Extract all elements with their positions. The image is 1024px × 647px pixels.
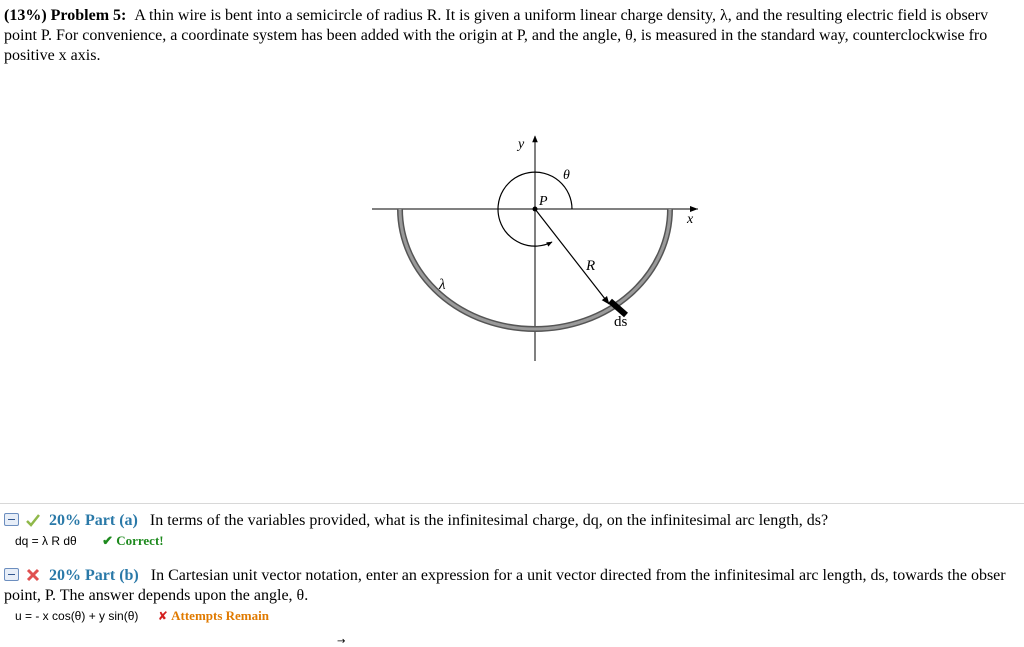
problem-statement: [4, 6, 1024, 66]
section-divider: [0, 503, 1024, 504]
part-b-question-cont: point, P. The answer depends upon the angle, θ.: [4, 587, 309, 604]
y-axis-label: y: [518, 137, 525, 152]
r-label: R: [586, 258, 596, 274]
semicircle-figure: [360, 128, 710, 364]
part-b-answer-row: [15, 608, 269, 624]
problem-line-1: (13%) Problem 5: A thin wire is bent into a semicircle of radius R. It is given a uniform linear charge density, λ, and the resulting electric field is observ: [4, 7, 989, 24]
problem-line-2: point P. For convenience, a coordinate system has been added with the origin at P, and the angle, θ, is measured in the standard way, counterclockwise fro: [4, 27, 988, 44]
ds-label: ds: [614, 314, 628, 330]
part-b-status: Attempts Remain: [171, 608, 269, 623]
check-icon: [25, 513, 41, 527]
part-a-answer-row: [15, 533, 164, 549]
part-b-question: In Cartesian unit vector notation, enter an expression for a unit vector directed from the infinitesimal arc length, ds, towards the obser: [150, 567, 1006, 584]
point-p: [533, 207, 538, 212]
x-axis-label: x: [687, 212, 694, 227]
collapse-icon[interactable]: [4, 568, 19, 581]
part-a-title: 20% Part (a): [49, 512, 138, 529]
part-b-header: [4, 566, 1006, 586]
part-a-header: [4, 511, 828, 531]
part-a-status: ✔ Correct!: [102, 533, 164, 548]
collapse-icon[interactable]: [4, 513, 19, 526]
problem-heading: (13%) Problem 5:: [4, 7, 127, 24]
part-a-question: In terms of the variables provided, what is the infinitesimal charge, dq, on the infinitesimal arc length, ds?: [149, 512, 829, 529]
p-label: P: [539, 194, 548, 209]
cross-icon: [25, 568, 41, 582]
radius-vector: [535, 209, 609, 304]
part-a-answer: dq = λ R dθ: [15, 534, 77, 548]
right-arrow-icon: →: [337, 636, 346, 647]
theta-label: θ: [563, 168, 570, 183]
lambda-label: λ: [439, 277, 446, 293]
attempts-cross-icon: ✘: [157, 609, 168, 623]
part-b-answer: u = - x cos(θ) + y sin(θ): [15, 609, 139, 623]
problem-line-3: positive x axis.: [4, 47, 101, 64]
part-b-title: 20% Part (b): [49, 567, 139, 584]
